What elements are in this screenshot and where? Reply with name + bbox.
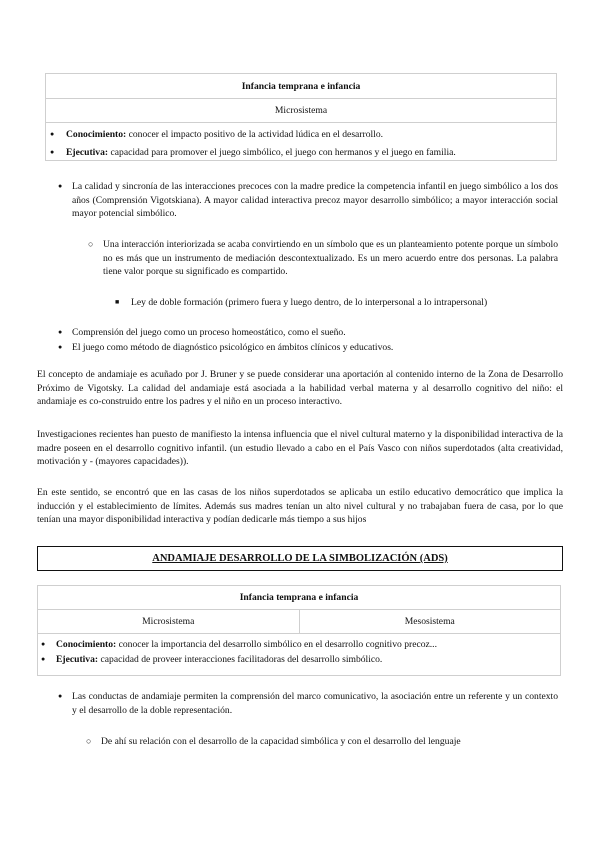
- bullet-text: El juego como método de diagnóstico psicológico en ámbitos clínicos y educativos.: [72, 342, 394, 353]
- table-microsistema-2: [37, 585, 561, 676]
- bullet-dot: ●: [58, 328, 63, 336]
- list-item: [46, 146, 556, 160]
- bullet-text: Comprensión del juego como un proceso homeostático, como el sueño.: [72, 327, 346, 338]
- bullet-dot: ●: [58, 343, 63, 351]
- paragraph: En este sentido, se encontró que en las casas de los niños superdotados se aplicaba un estilo educativo democrático que implica la inducción y el establecimiento de límites. Además sus madres tenían un alto nivel cultural y no trabajaban fuera de casa, por lo que tenían una mayor disponibilidad interactiva y podían dedicarle más tiempo a sus hijos: [37, 487, 563, 526]
- list-item: [58, 326, 558, 340]
- bullet-text: Ley de doble formación (primero fuera y luego dentro, de lo interpersonal a lo intrapersonal): [131, 297, 488, 308]
- bullet-text: De ahí su relación con el desarrollo de la capacidad simbólica y con el desarrollo del lenguaje: [101, 736, 461, 747]
- table-title: Infancia temprana e infancia: [38, 586, 560, 610]
- list-item: [38, 653, 560, 667]
- section-heading: [37, 546, 563, 571]
- bullet-text: Una interacción interiorizada se acaba convirtiendo en un símbolo que es un planteamiento potente porque un símbolo no es más que un instrumento de mediación descontextualizado. Es un mero acuerdo entre dos personas. La palabra tiene valor porque su significado es compartido.: [103, 239, 558, 278]
- item-text: capacidad para promover el juego simbólico, el juego con hermanos y el juego en familia.: [108, 146, 456, 158]
- item-text: capacidad de proveer interacciones facilitadoras del desarrollo simbólico.: [98, 653, 383, 665]
- bullet-dot: ●: [50, 130, 55, 138]
- item-label: Ejecutiva:: [66, 146, 109, 158]
- item-label: Conocimiento:: [66, 129, 127, 140]
- list-item: [58, 690, 558, 717]
- list-item: [58, 180, 558, 221]
- column-mesosistema: Mesosistema: [404, 616, 455, 627]
- table-subtitle: Microsistema: [46, 99, 556, 123]
- list-item: [38, 638, 560, 652]
- paragraph: Investigaciones recientes han puesto de manifiesto la intensa influencia que el nivel cultural materno y la disponibilidad interactiva de la madre poseen en el desarrollo cognitivo infantil. (un estudio llevado a cabo en el País Vasco con niños superdotados (alta creatividad, motivación y - (mayores capacidades)).: [37, 429, 563, 468]
- item-text: conocer la importancia del desarrollo simbólico en el desarrollo cognitivo precoz...: [116, 639, 437, 650]
- bullet-dot: ●: [58, 182, 63, 190]
- item-label: Conocimiento:: [56, 639, 117, 650]
- item-label: Ejecutiva:: [56, 653, 99, 665]
- column-microsistema: Microsistema: [38, 610, 300, 633]
- bullet-text: Las conductas de andamiaje permiten la comprensión del marco comunicativo, la asociación entre un referente y un contexto y el desarrollo de la doble representación.: [72, 691, 558, 716]
- bullet-square: ■: [115, 298, 120, 306]
- table-microsistema-1: [45, 73, 557, 161]
- list-item: [115, 296, 561, 310]
- bullet-dot: ●: [41, 640, 46, 648]
- bullet-text: La calidad y sincronía de las interacciones precoces con la madre predice la competencia infantil en juego simbólico a los dos años (Comprensión Vigotskiana). A mayor calidad interactiva precoz mayor desarrollo simbólico; a mayor interacción social mayor potencial simbólico.: [72, 181, 558, 220]
- table-body: [46, 123, 556, 159]
- bullet-dot: ●: [41, 654, 46, 663]
- list-item: [58, 341, 558, 355]
- table-title: Infancia temprana e infancia: [46, 74, 556, 99]
- bullet-hollow: ○: [88, 239, 94, 249]
- list-item: [88, 238, 558, 279]
- section-heading-text: ANDAMIAJE DESARROLLO DE LA SIMBOLIZACIÓN (ADS): [152, 553, 448, 564]
- list-item: [46, 128, 556, 142]
- paragraph: El concepto de andamiaje es acuñado por J. Bruner y se puede considerar una aportación al contenido interno de la Zona de Desarrollo Próximo de Vigotsky. La calidad del andamiaje está asociada a la habilidad verbal materna y al desarrollo cognitivo del niño: el andamiaje es co-construido entre los padres y el niño en un proceso interactivo.: [37, 369, 563, 408]
- bullet-dot: ●: [50, 147, 55, 156]
- item-text: conocer el impacto positivo de la actividad lúdica en el desarrollo.: [126, 129, 384, 140]
- table-body: [38, 634, 560, 666]
- bullet-hollow: ○: [86, 736, 92, 746]
- table-columns: [38, 610, 560, 634]
- list-item: [86, 735, 561, 749]
- bullet-dot: ●: [58, 692, 63, 700]
